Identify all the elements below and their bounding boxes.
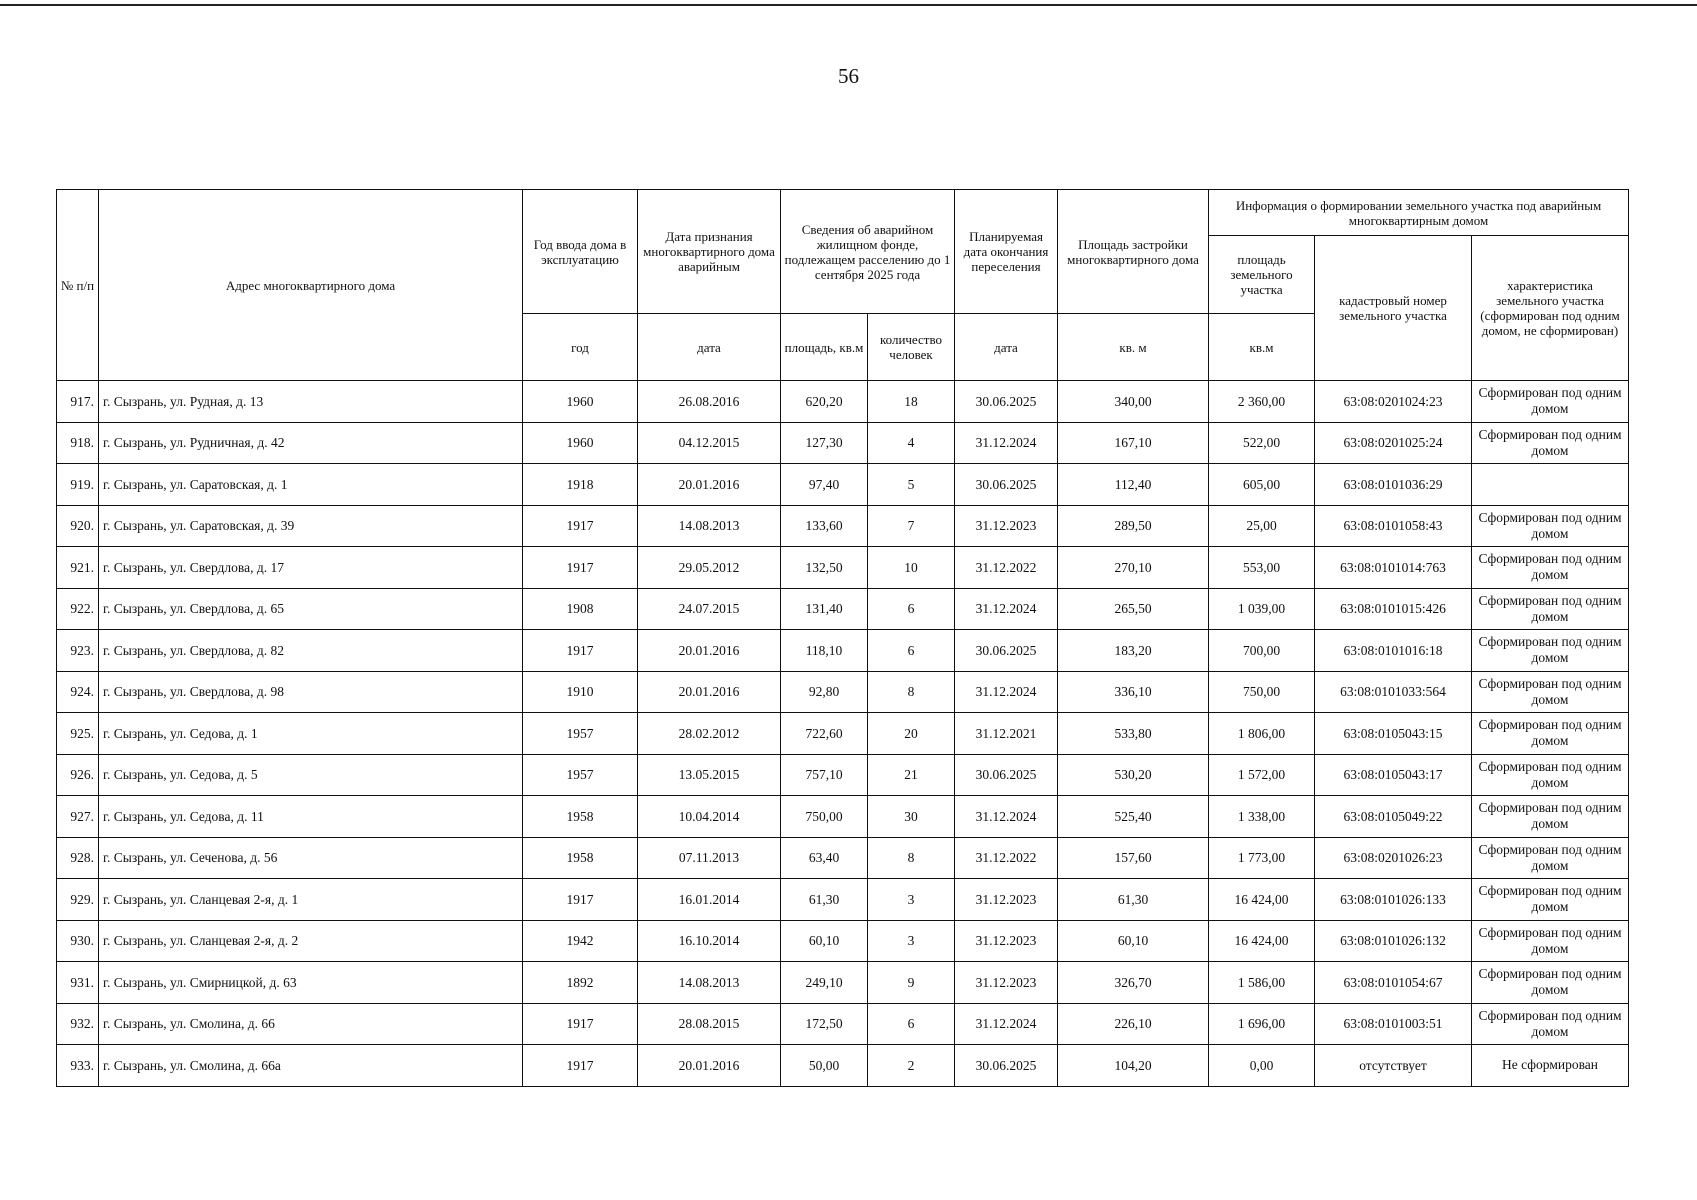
cell-planned-date: 31.12.2023 — [955, 920, 1058, 962]
cell-people: 10 — [868, 547, 955, 589]
cell-people: 6 — [868, 630, 955, 672]
cell-date-emergency: 16.01.2014 — [638, 879, 781, 921]
cell-building-area: 60,10 — [1058, 920, 1209, 962]
table-body — [57, 381, 1629, 1087]
header-cadastral: кадастровый номер земельного участка — [1315, 236, 1472, 381]
cell-cadastral: 63:08:0101026:132 — [1315, 920, 1472, 962]
cell-people: 3 — [868, 920, 955, 962]
cell-land-char: Не сформирован — [1472, 1045, 1629, 1087]
cell-date-emergency: 26.08.2016 — [638, 381, 781, 423]
cell-num: 921. — [57, 547, 99, 589]
cell-cadastral: 63:08:0101036:29 — [1315, 464, 1472, 506]
cell-cadastral: 63:08:0101033:564 — [1315, 671, 1472, 713]
cell-land-area: 1 039,00 — [1209, 588, 1315, 630]
cell-year: 1892 — [523, 962, 638, 1004]
cell-land-area: 1 572,00 — [1209, 754, 1315, 796]
table-row — [57, 920, 1629, 962]
cell-year: 1957 — [523, 713, 638, 755]
cell-building-area: 226,10 — [1058, 1003, 1209, 1045]
cell-building-area: 61,30 — [1058, 879, 1209, 921]
table-row — [57, 879, 1629, 921]
cell-cadastral: 63:08:0101058:43 — [1315, 505, 1472, 547]
cell-num: 933. — [57, 1045, 99, 1087]
cell-cadastral: 63:08:0101054:67 — [1315, 962, 1472, 1004]
cell-land-char — [1472, 464, 1629, 506]
cell-num: 926. — [57, 754, 99, 796]
cell-planned-date: 31.12.2024 — [955, 588, 1058, 630]
cell-land-char: Сформирован под одним домом — [1472, 422, 1629, 464]
cell-year: 1942 — [523, 920, 638, 962]
table-row — [57, 381, 1629, 423]
cell-land-area: 1 338,00 — [1209, 796, 1315, 838]
cell-address: г. Сызрань, ул. Смирницкой, д. 63 — [99, 962, 523, 1004]
cell-people: 4 — [868, 422, 955, 464]
cell-date-emergency: 20.01.2016 — [638, 630, 781, 672]
header-building-area: Площадь застройки многоквартирного дома — [1058, 190, 1209, 314]
cell-date-emergency: 20.01.2016 — [638, 1045, 781, 1087]
cell-date-emergency: 10.04.2014 — [638, 796, 781, 838]
cell-date-emergency: 28.02.2012 — [638, 713, 781, 755]
cell-land-area: 522,00 — [1209, 422, 1315, 464]
cell-cadastral: 63:08:0101026:133 — [1315, 879, 1472, 921]
cell-building-area: 157,60 — [1058, 837, 1209, 879]
cell-land-char: Сформирован под одним домом — [1472, 1003, 1629, 1045]
unit-land-area: кв.м — [1209, 314, 1315, 381]
cell-building-area: 265,50 — [1058, 588, 1209, 630]
cell-date-emergency: 29.05.2012 — [638, 547, 781, 589]
cell-cadastral: отсутствует — [1315, 1045, 1472, 1087]
cell-people: 6 — [868, 1003, 955, 1045]
unit-year: год — [523, 314, 638, 381]
cell-cadastral: 63:08:0101003:51 — [1315, 1003, 1472, 1045]
cell-address: г. Сызрань, ул. Саратовская, д. 1 — [99, 464, 523, 506]
cell-planned-date: 31.12.2023 — [955, 505, 1058, 547]
cell-year: 1917 — [523, 547, 638, 589]
cell-date-emergency: 04.12.2015 — [638, 422, 781, 464]
cell-date-emergency: 24.07.2015 — [638, 588, 781, 630]
table-row — [57, 754, 1629, 796]
cell-year: 1917 — [523, 879, 638, 921]
cell-area: 63,40 — [781, 837, 868, 879]
cell-address: г. Сызрань, ул. Свердлова, д. 82 — [99, 630, 523, 672]
cell-year: 1917 — [523, 1045, 638, 1087]
cell-date-emergency: 20.01.2016 — [638, 671, 781, 713]
cell-land-char: Сформирован под одним домом — [1472, 588, 1629, 630]
table-row — [57, 422, 1629, 464]
cell-address: г. Сызрань, ул. Смолина, д. 66 — [99, 1003, 523, 1045]
cell-land-area: 1 806,00 — [1209, 713, 1315, 755]
table-row — [57, 1003, 1629, 1045]
cell-area: 620,20 — [781, 381, 868, 423]
cell-land-area: 700,00 — [1209, 630, 1315, 672]
cell-num: 928. — [57, 837, 99, 879]
cell-people: 18 — [868, 381, 955, 423]
cell-cadastral: 63:08:0201025:24 — [1315, 422, 1472, 464]
cell-area: 61,30 — [781, 879, 868, 921]
cell-planned-date: 31.12.2022 — [955, 547, 1058, 589]
cell-date-emergency: 13.05.2015 — [638, 754, 781, 796]
table-row — [57, 796, 1629, 838]
cell-year: 1958 — [523, 837, 638, 879]
cell-cadastral: 63:08:0201026:23 — [1315, 837, 1472, 879]
cell-address: г. Сызрань, ул. Сланцевая 2-я, д. 1 — [99, 879, 523, 921]
cell-area: 131,40 — [781, 588, 868, 630]
cell-land-char: Сформирован под одним домом — [1472, 505, 1629, 547]
table-header — [57, 190, 1629, 381]
unit-people: количество человек — [868, 314, 955, 381]
cell-area: 132,50 — [781, 547, 868, 589]
cell-building-area: 289,50 — [1058, 505, 1209, 547]
cell-area: 92,80 — [781, 671, 868, 713]
cell-cadastral: 63:08:0101014:763 — [1315, 547, 1472, 589]
header-land-info: Информация о формировании земельного участка под аварийным многоквартирным домом — [1209, 190, 1629, 236]
cell-building-area: 340,00 — [1058, 381, 1209, 423]
cell-area: 750,00 — [781, 796, 868, 838]
cell-area: 722,60 — [781, 713, 868, 755]
cell-land-area: 2 360,00 — [1209, 381, 1315, 423]
cell-num: 917. — [57, 381, 99, 423]
cell-land-area: 25,00 — [1209, 505, 1315, 547]
cell-num: 922. — [57, 588, 99, 630]
cell-land-char: Сформирован под одним домом — [1472, 671, 1629, 713]
cell-people: 9 — [868, 962, 955, 1004]
cell-planned-date: 30.06.2025 — [955, 754, 1058, 796]
cell-people: 6 — [868, 588, 955, 630]
top-rule — [0, 4, 1697, 6]
header-address: Адрес многоквартирного дома — [99, 190, 523, 381]
cell-land-char: Сформирован под одним домом — [1472, 381, 1629, 423]
cell-year: 1960 — [523, 381, 638, 423]
cell-year: 1957 — [523, 754, 638, 796]
cell-cadastral: 63:08:0105043:15 — [1315, 713, 1472, 755]
cell-people: 30 — [868, 796, 955, 838]
cell-area: 172,50 — [781, 1003, 868, 1045]
cell-planned-date: 30.06.2025 — [955, 630, 1058, 672]
cell-date-emergency: 07.11.2013 — [638, 837, 781, 879]
table-row — [57, 837, 1629, 879]
cell-planned-date: 31.12.2023 — [955, 962, 1058, 1004]
table-row — [57, 630, 1629, 672]
cell-planned-date: 31.12.2024 — [955, 422, 1058, 464]
cell-year: 1917 — [523, 1003, 638, 1045]
cell-area: 249,10 — [781, 962, 868, 1004]
cell-land-area: 16 424,00 — [1209, 879, 1315, 921]
cell-area: 97,40 — [781, 464, 868, 506]
cell-year: 1910 — [523, 671, 638, 713]
cell-land-area: 1 586,00 — [1209, 962, 1315, 1004]
cell-planned-date: 31.12.2024 — [955, 1003, 1058, 1045]
cell-land-area: 605,00 — [1209, 464, 1315, 506]
cell-people: 3 — [868, 879, 955, 921]
header-land-char: характеристика земельного участка (сформирован под одним домом, не сформирован) — [1472, 236, 1629, 381]
cell-address: г. Сызрань, ул. Свердлова, д. 98 — [99, 671, 523, 713]
cell-planned-date: 31.12.2024 — [955, 671, 1058, 713]
cell-land-char: Сформирован под одним домом — [1472, 796, 1629, 838]
cell-people: 2 — [868, 1045, 955, 1087]
cell-building-area: 525,40 — [1058, 796, 1209, 838]
cell-people: 7 — [868, 505, 955, 547]
cell-date-emergency: 14.08.2013 — [638, 505, 781, 547]
cell-cadastral: 63:08:0101016:18 — [1315, 630, 1472, 672]
cell-building-area: 112,40 — [1058, 464, 1209, 506]
cell-address: г. Сызрань, ул. Седова, д. 5 — [99, 754, 523, 796]
cell-date-emergency: 20.01.2016 — [638, 464, 781, 506]
cell-address: г. Сызрань, ул. Сланцевая 2-я, д. 2 — [99, 920, 523, 962]
cell-address: г. Сызрань, ул. Седова, д. 1 — [99, 713, 523, 755]
cell-date-emergency: 14.08.2013 — [638, 962, 781, 1004]
cell-land-area: 553,00 — [1209, 547, 1315, 589]
cell-cadastral: 63:08:0201024:23 — [1315, 381, 1472, 423]
cell-building-area: 336,10 — [1058, 671, 1209, 713]
cell-people: 5 — [868, 464, 955, 506]
table-row — [57, 962, 1629, 1004]
table-row — [57, 464, 1629, 506]
cell-land-area: 16 424,00 — [1209, 920, 1315, 962]
housing-table-container — [56, 189, 1629, 1087]
unit-planned-date: дата — [955, 314, 1058, 381]
cell-date-emergency: 16.10.2014 — [638, 920, 781, 962]
cell-address: г. Сызрань, ул. Седова, д. 11 — [99, 796, 523, 838]
cell-address: г. Сызрань, ул. Смолина, д. 66а — [99, 1045, 523, 1087]
cell-num: 920. — [57, 505, 99, 547]
table-row — [57, 1045, 1629, 1087]
page-number: 56 — [838, 64, 859, 88]
cell-address: г. Сызрань, ул. Свердлова, д. 17 — [99, 547, 523, 589]
cell-planned-date: 31.12.2023 — [955, 879, 1058, 921]
cell-address: г. Сызрань, ул. Рудная, д. 13 — [99, 381, 523, 423]
cell-area: 757,10 — [781, 754, 868, 796]
cell-area: 60,10 — [781, 920, 868, 962]
cell-land-char: Сформирован под одним домом — [1472, 713, 1629, 755]
table-row — [57, 713, 1629, 755]
cell-address: г. Сызрань, ул. Свердлова, д. 65 — [99, 588, 523, 630]
header-date-emergency: Дата признания многоквартирного дома аварийным — [638, 190, 781, 314]
cell-land-char: Сформирован под одним домом — [1472, 879, 1629, 921]
header-land-area: площадь земельного участка — [1209, 236, 1315, 314]
cell-area: 127,30 — [781, 422, 868, 464]
cell-num: 931. — [57, 962, 99, 1004]
cell-land-char: Сформирован под одним домом — [1472, 630, 1629, 672]
cell-building-area: 533,80 — [1058, 713, 1209, 755]
table-row — [57, 505, 1629, 547]
cell-num: 923. — [57, 630, 99, 672]
cell-building-area: 167,10 — [1058, 422, 1209, 464]
cell-address: г. Сызрань, ул. Сеченова, д. 56 — [99, 837, 523, 879]
cell-num: 918. — [57, 422, 99, 464]
cell-year: 1958 — [523, 796, 638, 838]
cell-planned-date: 31.12.2021 — [955, 713, 1058, 755]
cell-land-area: 1 773,00 — [1209, 837, 1315, 879]
cell-people: 20 — [868, 713, 955, 755]
cell-num: 930. — [57, 920, 99, 962]
table-row — [57, 671, 1629, 713]
cell-year: 1917 — [523, 630, 638, 672]
cell-land-char: Сформирован под одним домом — [1472, 837, 1629, 879]
cell-year: 1908 — [523, 588, 638, 630]
cell-date-emergency: 28.08.2015 — [638, 1003, 781, 1045]
housing-table — [56, 189, 1629, 1087]
header-emergency-info: Сведения об аварийном жилищном фонде, подлежащем расселению до 1 сентября 2025 года — [781, 190, 955, 314]
cell-num: 932. — [57, 1003, 99, 1045]
cell-area: 133,60 — [781, 505, 868, 547]
cell-people: 8 — [868, 837, 955, 879]
header-planned-date: Планируемая дата окончания переселения — [955, 190, 1058, 314]
header-num: № п/п — [57, 190, 99, 381]
cell-land-char: Сформирован под одним домом — [1472, 962, 1629, 1004]
unit-area: площадь, кв.м — [781, 314, 868, 381]
cell-land-area: 750,00 — [1209, 671, 1315, 713]
cell-num: 925. — [57, 713, 99, 755]
cell-people: 8 — [868, 671, 955, 713]
cell-num: 919. — [57, 464, 99, 506]
unit-date-emergency: дата — [638, 314, 781, 381]
cell-num: 927. — [57, 796, 99, 838]
cell-building-area: 183,20 — [1058, 630, 1209, 672]
cell-planned-date: 30.06.2025 — [955, 464, 1058, 506]
cell-area: 118,10 — [781, 630, 868, 672]
cell-land-char: Сформирован под одним домом — [1472, 920, 1629, 962]
cell-year: 1918 — [523, 464, 638, 506]
cell-building-area: 326,70 — [1058, 962, 1209, 1004]
cell-land-area: 0,00 — [1209, 1045, 1315, 1087]
cell-people: 21 — [868, 754, 955, 796]
cell-planned-date: 30.06.2025 — [955, 381, 1058, 423]
cell-cadastral: 63:08:0105043:17 — [1315, 754, 1472, 796]
cell-year: 1917 — [523, 505, 638, 547]
cell-cadastral: 63:08:0105049:22 — [1315, 796, 1472, 838]
cell-year: 1960 — [523, 422, 638, 464]
cell-building-area: 530,20 — [1058, 754, 1209, 796]
cell-building-area: 270,10 — [1058, 547, 1209, 589]
cell-area: 50,00 — [781, 1045, 868, 1087]
cell-cadastral: 63:08:0101015:426 — [1315, 588, 1472, 630]
table-row — [57, 547, 1629, 589]
unit-building-area: кв. м — [1058, 314, 1209, 381]
cell-num: 924. — [57, 671, 99, 713]
cell-planned-date: 31.12.2024 — [955, 796, 1058, 838]
cell-land-char: Сформирован под одним домом — [1472, 754, 1629, 796]
cell-land-area: 1 696,00 — [1209, 1003, 1315, 1045]
cell-land-char: Сформирован под одним домом — [1472, 547, 1629, 589]
cell-planned-date: 31.12.2022 — [955, 837, 1058, 879]
cell-num: 929. — [57, 879, 99, 921]
cell-planned-date: 30.06.2025 — [955, 1045, 1058, 1087]
table-row — [57, 588, 1629, 630]
cell-address: г. Сызрань, ул. Рудничная, д. 42 — [99, 422, 523, 464]
header-year-built: Год ввода дома в эксплуатацию — [523, 190, 638, 314]
cell-building-area: 104,20 — [1058, 1045, 1209, 1087]
cell-address: г. Сызрань, ул. Саратовская, д. 39 — [99, 505, 523, 547]
